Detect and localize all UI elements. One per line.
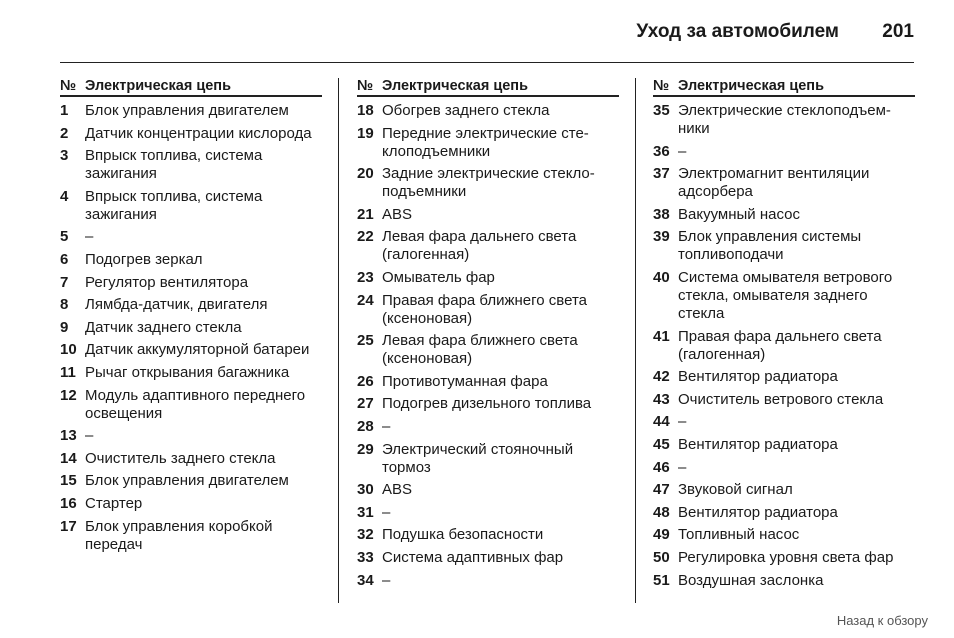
circuit-number: 20 (357, 165, 374, 183)
circuit-name: – (678, 458, 687, 476)
table-row (60, 387, 322, 423)
circuit-name: Электромагнит вентиляции адсорбера (678, 165, 870, 201)
circuit-name: Блок управления системы топливоподачи (678, 228, 862, 264)
table-row (653, 269, 915, 323)
circuit-number: 15 (60, 472, 77, 490)
circuit-name: Лямбда-датчик, двигателя (85, 296, 268, 314)
table-row (653, 526, 915, 544)
circuit-number: 49 (653, 526, 670, 544)
circuit-number: 13 (60, 427, 77, 445)
circuit-name: Датчик концентрации кислорода (85, 124, 312, 142)
column-header (357, 78, 619, 97)
circuit-number: 3 (60, 147, 69, 165)
table-row (60, 495, 322, 513)
table-row (357, 418, 619, 436)
table-row (653, 504, 915, 522)
circuit-number: 8 (60, 296, 69, 314)
circuit-number: 35 (653, 102, 670, 119)
circuit-name: Блок управления коробкой передач (85, 517, 273, 553)
back-to-overview-link[interactable]: Назад к обзору (836, 613, 928, 628)
table-row (60, 364, 322, 382)
table-row (653, 391, 915, 409)
table-row (653, 436, 915, 454)
circuit-name: Задние электрические стекло-подъемники (382, 165, 595, 201)
circuit-name: Правая фара ближнего света (ксеноновая) (382, 291, 587, 327)
table-row (357, 504, 619, 522)
table-row (357, 572, 619, 590)
circuit-name: Правая фара дальнего света (галогенная) (678, 327, 882, 363)
table-row (653, 328, 915, 364)
circuit-number: 29 (357, 440, 374, 458)
circuit-number: 40 (653, 268, 670, 286)
circuit-number: 51 (653, 571, 670, 589)
table-row (60, 472, 322, 490)
table-row (60, 274, 322, 292)
circuit-number: 25 (357, 332, 374, 350)
fuse-table-column-3 (653, 78, 915, 594)
circuit-name: Подушка безопасности (382, 526, 544, 544)
circuit-name: – (382, 417, 391, 435)
table-row (357, 481, 619, 499)
circuit-number: 7 (60, 273, 69, 291)
circuit-number: 10 (60, 341, 77, 359)
circuit-number: 12 (60, 386, 77, 404)
circuit-name: ABS (382, 205, 413, 223)
circuit-name: – (678, 142, 687, 160)
circuit-name: Регулятор вентилятора (85, 273, 249, 291)
column-header (60, 78, 322, 97)
circuit-name: Впрыск топлива, система зажигания (85, 147, 263, 183)
circuit-name: Система омывателя ветрового стекла, омывателя заднего стекла (678, 268, 893, 322)
circuit-name: Регулировка уровня света фар (678, 548, 894, 566)
table-row (653, 143, 915, 161)
circuit-number: 39 (653, 228, 670, 246)
column-divider (338, 78, 339, 603)
circuit-name: Омыватель фар (382, 268, 495, 286)
table-row (653, 549, 915, 567)
table-row (60, 188, 322, 224)
circuit-number: 18 (357, 102, 374, 119)
circuit-name: Подогрев дизельного топлива (382, 395, 592, 413)
fuse-table-column-2 (357, 78, 619, 594)
table-row (357, 441, 619, 477)
table-row (357, 332, 619, 368)
circuit-number: 26 (357, 372, 374, 390)
circuit-number: 45 (653, 435, 670, 453)
table-row (653, 481, 915, 499)
circuit-name: – (678, 413, 687, 431)
circuit-number: 21 (357, 205, 374, 223)
circuit-name: Передние электрические сте-клоподъемники (382, 124, 589, 160)
circuit-name: Блок управления двигателем (85, 102, 289, 119)
circuit-name: Подогрев зеркал (85, 250, 203, 268)
circuit-name: Блок управления двигателем (85, 472, 289, 490)
circuit-name: – (85, 228, 94, 246)
circuit-number: 50 (653, 548, 670, 566)
circuit-number: 48 (653, 503, 670, 521)
circuit-number: 34 (357, 571, 374, 589)
header-circuit-label: Электрическая цепь (382, 78, 528, 94)
circuit-name: Противотуманная фара (382, 372, 548, 390)
table-row (653, 102, 915, 138)
table-row (60, 296, 322, 314)
table-row (357, 228, 619, 264)
circuit-name: Звуковой сигнал (678, 481, 793, 499)
table-row (653, 228, 915, 264)
column-divider (635, 78, 636, 603)
header-circuit-label: Электрическая цепь (85, 78, 231, 94)
column-header (653, 78, 915, 97)
table-row (60, 518, 322, 554)
circuit-name: – (85, 427, 94, 445)
circuit-number: 42 (653, 368, 670, 386)
table-row (653, 206, 915, 224)
circuit-name: Очиститель заднего стекла (85, 449, 276, 467)
table-row (60, 319, 322, 337)
circuit-number: 28 (357, 417, 374, 435)
table-row (60, 102, 322, 120)
circuit-number: 38 (653, 205, 670, 223)
circuit-name: – (382, 571, 391, 589)
table-row (653, 459, 915, 477)
circuit-number: 17 (60, 517, 77, 535)
circuit-name: Вакуумный насос (678, 205, 800, 223)
circuit-name: Левая фара ближнего света (ксеноновая) (382, 332, 578, 368)
table-row (60, 341, 322, 359)
circuit-name: Модуль адаптивного переднего освещения (85, 386, 306, 422)
circuit-number: 2 (60, 124, 69, 142)
circuit-number: 31 (357, 503, 374, 521)
circuit-name: ABS (382, 481, 413, 499)
page-number: 201 (882, 21, 914, 42)
table-row (357, 206, 619, 224)
circuit-name: Датчик аккумуляторной батареи (85, 341, 310, 359)
circuit-name: Вентилятор радиатора (678, 435, 838, 453)
circuit-name: Обогрев заднего стекла (382, 102, 550, 119)
circuit-number: 22 (357, 228, 374, 246)
fuse-table-column-1 (60, 78, 322, 558)
circuit-number: 47 (653, 481, 670, 499)
circuit-name: Воздушная заслонка (678, 571, 824, 589)
table-row (357, 549, 619, 567)
circuit-name: Электрические стеклоподъем-ники (678, 102, 891, 137)
circuit-number: 46 (653, 458, 670, 476)
circuit-name: Вентилятор радиатора (678, 368, 838, 386)
page-header (60, 0, 914, 63)
table-row (653, 413, 915, 431)
table-row (653, 368, 915, 386)
circuit-number: 23 (357, 268, 374, 286)
circuit-name: Стартер (85, 494, 143, 512)
circuit-number: 6 (60, 250, 69, 268)
table-row (357, 395, 619, 413)
table-row (357, 165, 619, 201)
circuit-name: Левая фара дальнего света (галогенная) (382, 228, 577, 264)
table-row (357, 526, 619, 544)
circuit-number: 1 (60, 102, 69, 119)
table-row (60, 147, 322, 183)
circuit-number: 4 (60, 187, 69, 205)
table-row (357, 102, 619, 120)
circuit-number: 30 (357, 481, 374, 499)
circuit-name: Очиститель ветрового стекла (678, 390, 884, 408)
page-title: Уход за автомобилем (636, 21, 839, 42)
circuit-number: 19 (357, 124, 374, 142)
table-row (60, 427, 322, 445)
header-number-label: № (60, 78, 77, 94)
circuit-number: 36 (653, 142, 670, 160)
table-row (653, 572, 915, 590)
circuit-number: 44 (653, 413, 670, 431)
table-row (357, 269, 619, 287)
table-row (60, 251, 322, 269)
circuit-name: Рычаг открывания багажника (85, 363, 290, 381)
circuit-number: 41 (653, 327, 670, 345)
header-number-label: № (357, 78, 374, 94)
circuit-number: 43 (653, 390, 670, 408)
circuit-number: 11 (60, 363, 76, 381)
table-row (357, 125, 619, 161)
table-row (357, 373, 619, 391)
header-number-label: № (653, 78, 670, 94)
circuit-number: 9 (60, 318, 69, 336)
circuit-number: 33 (357, 548, 374, 566)
table-row (60, 450, 322, 468)
circuit-name: – (382, 503, 391, 521)
table-row (357, 292, 619, 328)
circuit-number: 27 (357, 395, 374, 413)
circuit-number: 32 (357, 526, 374, 544)
table-row (60, 125, 322, 143)
circuit-name: Электрический стояночный тормоз (382, 440, 574, 476)
circuit-name: Впрыск топлива, система зажигания (85, 187, 263, 223)
circuit-number: 5 (60, 228, 69, 246)
circuit-number: 37 (653, 165, 670, 183)
table-row (60, 228, 322, 246)
header-circuit-label: Электрическая цепь (678, 78, 824, 94)
circuit-name: Система адаптивных фар (382, 548, 564, 566)
circuit-name: Вентилятор радиатора (678, 503, 838, 521)
circuit-name: Датчик заднего стекла (85, 318, 242, 336)
table-row (653, 165, 915, 201)
circuit-name: Топливный насос (678, 526, 800, 544)
circuit-number: 24 (357, 291, 374, 309)
circuit-number: 14 (60, 449, 77, 467)
circuit-number: 16 (60, 494, 77, 512)
